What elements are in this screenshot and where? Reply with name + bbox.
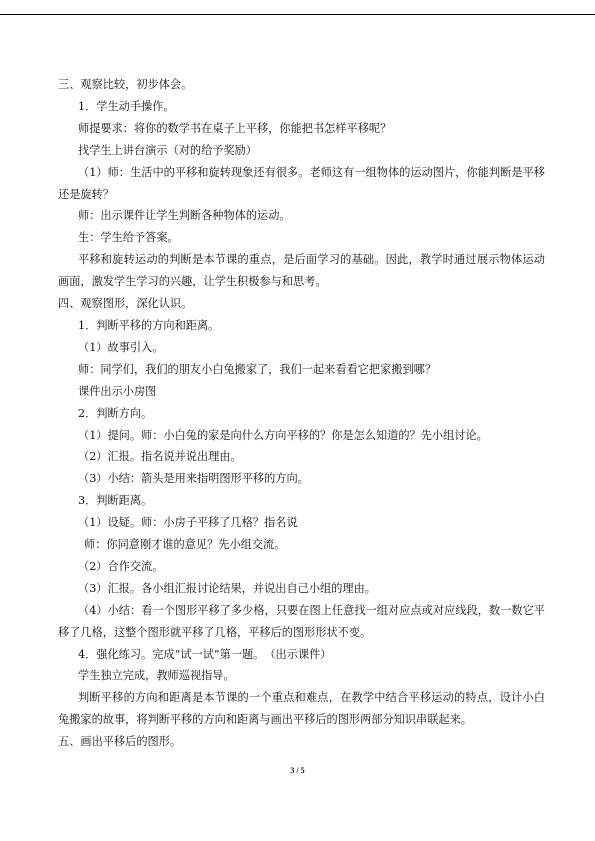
- paragraph-line: 学生独立完成，教师巡视指导。: [78, 669, 235, 683]
- step-heading: 2．判断方向。: [78, 406, 153, 420]
- paragraph-line: 课件出示小房图: [78, 384, 157, 398]
- step-heading: 3．判断距离。: [78, 494, 153, 508]
- paragraph-line: 生：学生给予答案。: [78, 231, 179, 245]
- paragraph-line: （1）师：生活中的平移和旋转现象还有很多。老师这有一组物体的运动图片，你能判断是平移还是旋转？: [58, 165, 545, 201]
- paragraph-line: 师：你同意刚才谁的意见？先小组交流。: [84, 538, 286, 552]
- step-heading: 1．学生动手操作。: [78, 99, 175, 113]
- paragraph-line: 师：出示课件让学生判断各种物体的运动。: [78, 209, 291, 223]
- section-heading-3: 三、观察比较，初步体会。: [58, 78, 193, 91]
- paragraph-line: （4）小结：看一个图形平移了多少格，只要在图上任意找一组对应点或对应线段，数一数它平移了几格，这整个图形就平移了几格，平移后的图形形状不变。: [58, 603, 545, 639]
- step-heading: 1．判断平移的方向和距离。: [78, 318, 220, 332]
- section-heading-5: 五、画出平移后的图形。: [58, 735, 182, 749]
- paragraph-line: （2）汇报。指名说并说出理由。: [78, 450, 242, 464]
- paragraph-line: 找学生上讲台演示（对的给予奖励）: [78, 143, 258, 157]
- paragraph-line: （1）故事引入。: [78, 340, 164, 354]
- header-rule: [0, 14, 595, 15]
- paragraph-line: 师提要求：将你的数学书在桌子上平移，你能把书怎样平移呢？: [78, 121, 392, 135]
- step-heading: 4．强化练习。完成“试一试”第一题。 （出示课件）: [78, 647, 332, 661]
- section-heading-4: 四、观察图形，深化认识。: [58, 297, 193, 311]
- paragraph-line: （1）提问。师：小白兔的家是向什么方向平移的？你是怎么知道的？先小组讨论。: [78, 428, 488, 442]
- commentary-paragraph: 平移和旋转运动的判断是本节课的重点，是后面学习的基础。因此，教学时通过展示物体运动画面，激发学生学习的兴趣，让学生积极参与和思考。: [58, 253, 545, 289]
- paragraph-line: （3）汇报。各小组汇报讨论结果，并说出自己小组的理由。: [78, 581, 376, 595]
- page-number: 3 / 5: [290, 766, 305, 775]
- document-body: [58, 74, 545, 753]
- paragraph-line: （3）小结：箭头是用来指明图形平移的方向。: [78, 472, 309, 486]
- paragraph-line: （2）合作交流。: [78, 559, 164, 573]
- paragraph-line: （1）设疑。师：小房子平移了几格？指名说: [78, 516, 298, 530]
- commentary-paragraph: 判断平移的方向和距离是本节课的一个重点和难点，在教学中结合平移运动的特点，设计小白兔搬家的故事，将判断平移的方向和距离与画出平移后的图形两部分知识串联起来。: [58, 691, 545, 727]
- paragraph-line: 师：同学们，我们的朋友小白兔搬家了，我们一起来看看它把家搬到哪？: [78, 362, 437, 376]
